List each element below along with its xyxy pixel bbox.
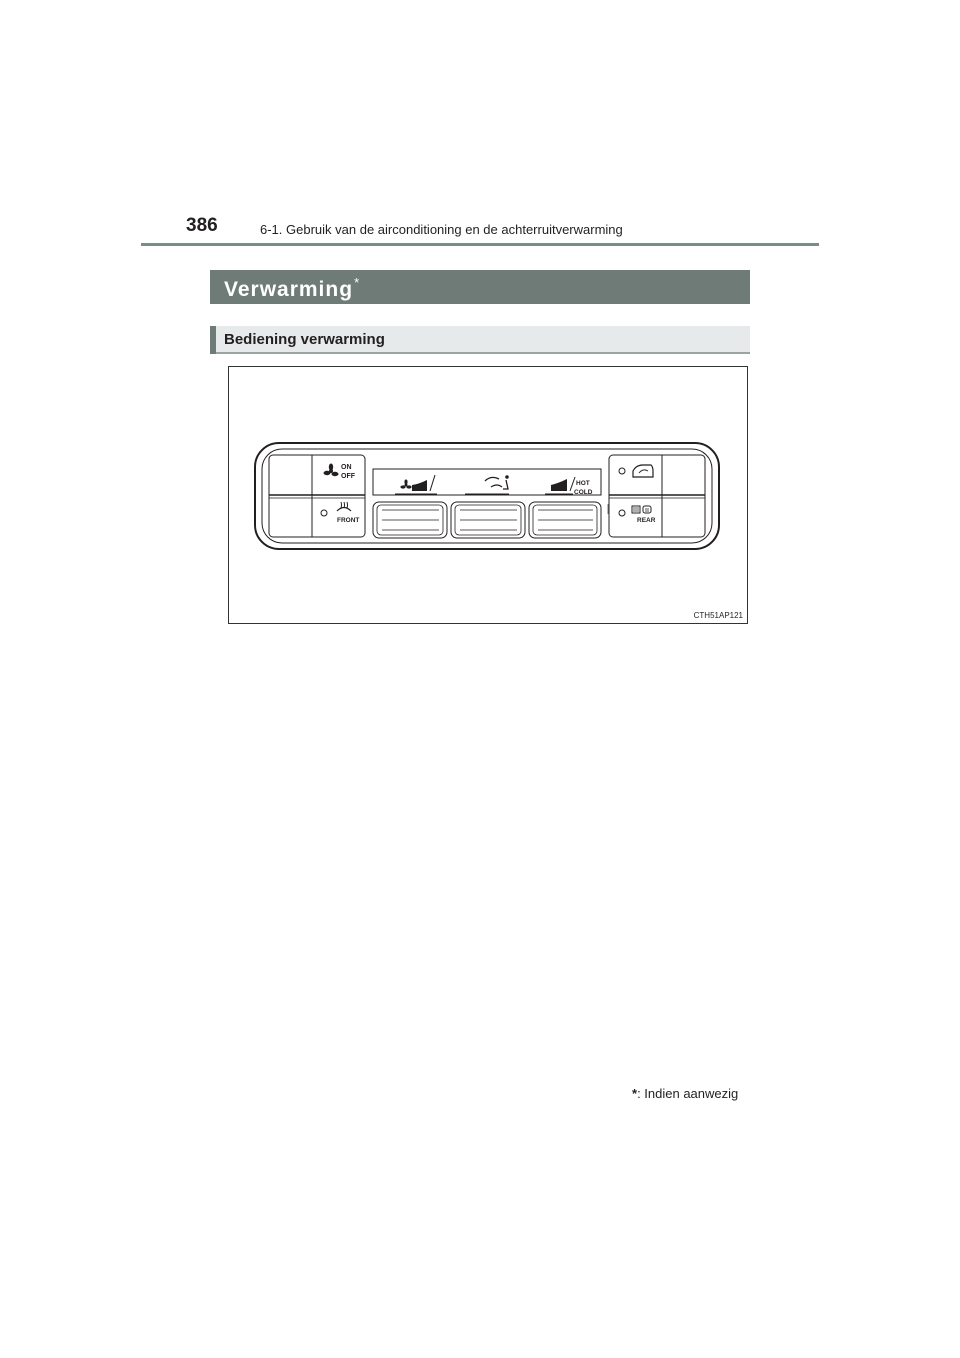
right-button-block: [609, 455, 705, 537]
front-indicator-light: [321, 510, 327, 516]
page-number: 386: [186, 215, 218, 236]
heater-control-figure: [228, 366, 748, 624]
cold-label: COLD: [574, 489, 593, 496]
section-heading: [210, 270, 750, 304]
footnote-asterisk: *: [632, 1086, 638, 1101]
hot-label: HOT: [576, 480, 590, 487]
subsection-heading: [210, 326, 750, 354]
footnote-text: : Indien aanwezig: [637, 1086, 739, 1101]
off-label: OFF: [341, 473, 355, 480]
subsection-title: Bediening verwarming: [224, 331, 385, 348]
temperature-dial: [529, 502, 601, 538]
footnote: [632, 1086, 738, 1101]
recirculation-indicator-light: [619, 468, 625, 474]
airflow-mode-dial: [451, 502, 525, 538]
fan-speed-dial: [373, 502, 447, 538]
front-label: FRONT: [337, 517, 360, 524]
heater-control-panel-illustration: [229, 367, 747, 623]
section-title: [224, 275, 360, 302]
chapter-title: 6-1. Gebruik van de airconditioning en de achterruitverwarming: [260, 222, 623, 237]
header-rule: [141, 243, 819, 246]
rear-indicator-light: [619, 510, 625, 516]
on-label: ON: [341, 464, 352, 471]
figure-code: CTH51AP121: [693, 611, 743, 620]
rear-label: REAR: [637, 517, 656, 524]
section-title-text: Verwarming: [224, 278, 354, 301]
recirculation-icon: [633, 465, 653, 477]
subsection-accent: [210, 326, 216, 354]
section-asterisk: *: [354, 275, 361, 290]
